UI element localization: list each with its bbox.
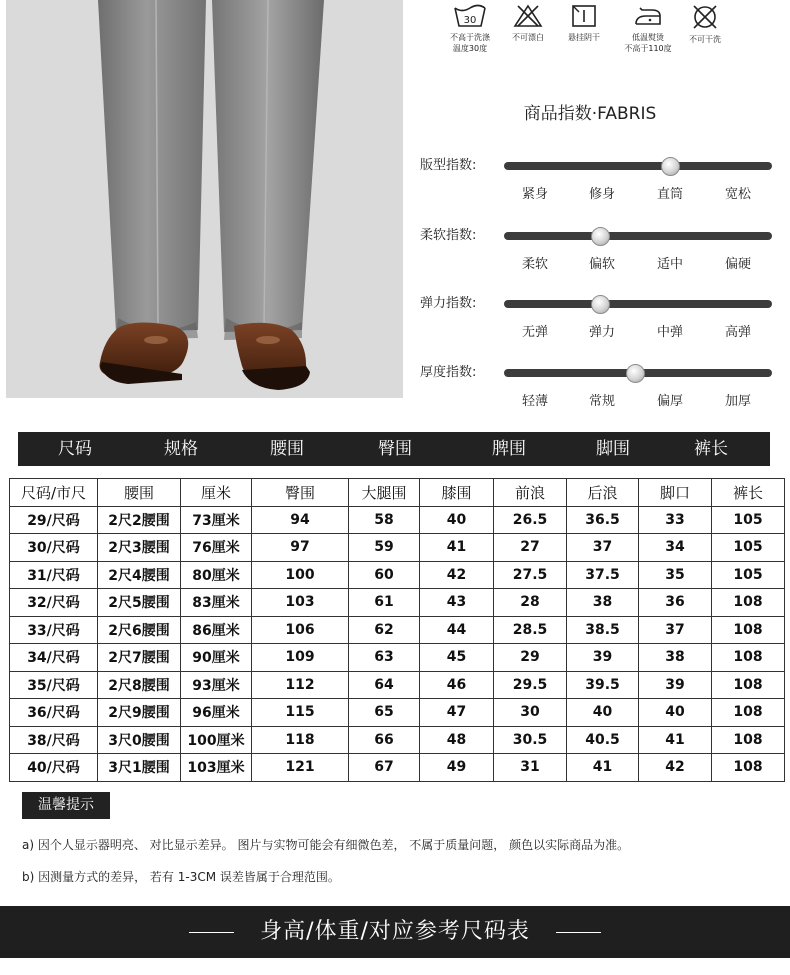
table-cell: 26.5	[494, 506, 567, 534]
care-label-dryclean: 不可干洗	[689, 35, 721, 44]
index-knob	[591, 295, 610, 314]
table-cell: 47	[420, 699, 494, 727]
index-row-fit	[418, 157, 778, 217]
table-cell: 108	[712, 589, 785, 617]
table-row	[10, 561, 785, 589]
table-cell: 96厘米	[181, 699, 252, 727]
table-header-cell: 尺码/市尺	[10, 479, 98, 507]
table-cell: 80厘米	[181, 561, 252, 589]
table-cell: 34	[639, 534, 712, 562]
table-cell: 31/尺码	[10, 561, 98, 589]
care-label-wash: 不高于洗涤 温度30度	[450, 33, 490, 53]
table-cell: 100厘米	[181, 726, 252, 754]
table-cell: 108	[712, 726, 785, 754]
table-cell: 42	[420, 561, 494, 589]
size-header-cell: 臀围	[378, 439, 412, 459]
table-cell: 36	[639, 589, 712, 617]
table-cell: 34/尺码	[10, 644, 98, 672]
index-option: 轻薄	[521, 394, 548, 409]
table-cell: 64	[349, 671, 420, 699]
tip-line: a) 因个人显示器明亮、 对比显示差异。 图片与实物可能会有细微色差， 不属于质量问题， 颜色以实际商品为准。	[22, 838, 630, 852]
table-cell: 112	[252, 671, 349, 699]
no-dry-clean-icon	[691, 4, 719, 30]
index-option: 偏软	[588, 257, 615, 272]
tip-line: b) 因测量方式的差异， 若有 1-3CM 误差皆属于合理范围。	[22, 870, 340, 884]
table-cell: 94	[252, 506, 349, 534]
index-knob	[626, 364, 645, 383]
banner-title: 身高/体重/对应参考尺码表	[260, 919, 530, 944]
table-header-cell: 脚口	[639, 479, 712, 507]
care-item-bleach	[498, 4, 558, 43]
index-title: 商品指数·FABRIS	[523, 104, 657, 124]
table-cell: 39	[639, 671, 712, 699]
table-cell: 40/尺码	[10, 754, 98, 782]
table-cell: 62	[349, 616, 420, 644]
table-cell: 42	[639, 754, 712, 782]
index-track	[504, 162, 772, 170]
index-option: 适中	[656, 257, 683, 272]
table-cell: 108	[712, 671, 785, 699]
table-cell: 108	[712, 644, 785, 672]
table-cell: 27.5	[494, 561, 567, 589]
index-option: 常规	[588, 394, 615, 409]
index-option: 紧身	[521, 187, 548, 202]
table-row	[10, 589, 785, 617]
table-cell: 45	[420, 644, 494, 672]
table-cell: 66	[349, 726, 420, 754]
size-header-cell: 腰围	[270, 439, 304, 459]
table-row	[10, 644, 785, 672]
index-option: 直筒	[656, 187, 683, 202]
table-cell: 33	[639, 506, 712, 534]
table-cell: 2尺6腰围	[98, 616, 181, 644]
table-cell: 61	[349, 589, 420, 617]
product-photo	[6, 0, 403, 398]
index-option: 无弹	[521, 325, 548, 340]
table-cell: 86厘米	[181, 616, 252, 644]
table-cell: 108	[712, 699, 785, 727]
table-row	[10, 726, 785, 754]
table-row	[10, 616, 785, 644]
size-header-cell: 尺码	[58, 439, 92, 459]
care-item-iron	[615, 4, 681, 54]
table-cell: 32/尺码	[10, 589, 98, 617]
table-cell: 36/尺码	[10, 699, 98, 727]
table-cell: 27	[494, 534, 567, 562]
table-cell: 105	[712, 561, 785, 589]
table-cell: 39	[567, 644, 639, 672]
index-label: 版型指数:	[420, 158, 477, 173]
table-cell: 90厘米	[181, 644, 252, 672]
care-instructions	[440, 4, 740, 64]
index-track	[504, 300, 772, 308]
table-cell: 35/尺码	[10, 671, 98, 699]
index-option: 加厚	[724, 394, 751, 409]
table-cell: 41	[639, 726, 712, 754]
table-cell: 108	[712, 616, 785, 644]
table-cell: 2尺2腰围	[98, 506, 181, 534]
table-header-cell: 裤长	[712, 479, 785, 507]
table-cell: 29/尺码	[10, 506, 98, 534]
index-track	[504, 369, 772, 377]
table-cell: 2尺7腰围	[98, 644, 181, 672]
index-option: 高弹	[724, 325, 751, 340]
no-bleach-icon	[513, 4, 543, 28]
table-cell: 2尺8腰围	[98, 671, 181, 699]
table-body	[10, 506, 785, 781]
table-cell: 44	[420, 616, 494, 644]
table-cell: 49	[420, 754, 494, 782]
index-knob	[661, 157, 680, 176]
table-cell: 33/尺码	[10, 616, 98, 644]
table-cell: 109	[252, 644, 349, 672]
iron-low-icon	[632, 4, 664, 28]
table-cell: 76厘米	[181, 534, 252, 562]
table-cell: 39.5	[567, 671, 639, 699]
table-cell: 3尺0腰围	[98, 726, 181, 754]
table-cell: 103	[252, 589, 349, 617]
size-header-cell: 脾围	[492, 439, 526, 459]
table-header-cell: 后浪	[567, 479, 639, 507]
table-cell: 60	[349, 561, 420, 589]
table-cell: 28.5	[494, 616, 567, 644]
table-cell: 93厘米	[181, 671, 252, 699]
size-header-bar	[18, 432, 770, 466]
table-cell: 46	[420, 671, 494, 699]
table-cell: 2尺5腰围	[98, 589, 181, 617]
table-cell: 2尺9腰围	[98, 699, 181, 727]
care-item-dryclean	[675, 4, 735, 45]
table-header-cell: 大腿围	[349, 479, 420, 507]
index-label: 弹力指数:	[420, 296, 477, 311]
table-cell: 35	[639, 561, 712, 589]
table-cell: 36.5	[567, 506, 639, 534]
table-cell: 37	[567, 534, 639, 562]
index-option: 中弹	[656, 325, 683, 340]
table-cell: 48	[420, 726, 494, 754]
table-cell: 40.5	[567, 726, 639, 754]
table-cell: 105	[712, 534, 785, 562]
table-cell: 58	[349, 506, 420, 534]
index-track	[504, 232, 772, 240]
table-cell: 40	[567, 699, 639, 727]
index-option: 宽松	[724, 187, 751, 202]
table-cell: 106	[252, 616, 349, 644]
table-cell: 3尺1腰围	[98, 754, 181, 782]
table-cell: 103厘米	[181, 754, 252, 782]
wash-temp-text: 30	[463, 15, 477, 26]
size-header-cell: 规格	[164, 439, 198, 459]
size-header-cell: 脚围	[596, 439, 630, 459]
index-option: 柔软	[521, 257, 548, 272]
table-cell: 59	[349, 534, 420, 562]
index-option: 修身	[588, 187, 615, 202]
table-cell: 38.5	[567, 616, 639, 644]
table-cell: 2尺4腰围	[98, 561, 181, 589]
table-cell: 73厘米	[181, 506, 252, 534]
table-cell: 30.5	[494, 726, 567, 754]
table-cell: 41	[420, 534, 494, 562]
table-cell: 29.5	[494, 671, 567, 699]
table-cell: 2尺3腰围	[98, 534, 181, 562]
table-cell: 38	[639, 644, 712, 672]
index-label: 柔软指数:	[420, 228, 477, 243]
table-cell: 31	[494, 754, 567, 782]
care-label-hang: 悬挂阴干	[568, 33, 600, 42]
table-row	[10, 699, 785, 727]
hang-dry-icon	[571, 4, 597, 28]
table-cell: 38	[567, 589, 639, 617]
table-cell: 115	[252, 699, 349, 727]
table-row	[10, 534, 785, 562]
table-cell: 40	[420, 506, 494, 534]
table-header-cell: 臀围	[252, 479, 349, 507]
table-cell: 28	[494, 589, 567, 617]
index-option: 偏硬	[724, 257, 751, 272]
table-cell: 67	[349, 754, 420, 782]
size-reference-banner	[0, 906, 790, 958]
table-cell: 97	[252, 534, 349, 562]
table-cell: 41	[567, 754, 639, 782]
care-label-bleach: 不可漂白	[512, 33, 544, 42]
table-cell: 108	[712, 754, 785, 782]
table-cell: 118	[252, 726, 349, 754]
index-knob	[591, 227, 610, 246]
table-header-cell: 腰围	[98, 479, 181, 507]
index-row-thickness	[418, 364, 778, 424]
table-row	[10, 671, 785, 699]
table-cell: 100	[252, 561, 349, 589]
table-header-cell: 前浪	[494, 479, 567, 507]
tips-title: 温馨提示	[22, 792, 110, 819]
table-header-cell: 膝围	[420, 479, 494, 507]
size-header-cell: 裤长	[694, 439, 728, 459]
table-row	[10, 506, 785, 534]
care-item-hang	[554, 4, 614, 43]
table-cell: 38/尺码	[10, 726, 98, 754]
table-cell: 43	[420, 589, 494, 617]
table-header-cell: 厘米	[181, 479, 252, 507]
wash-30-icon	[453, 4, 487, 28]
table-cell: 37.5	[567, 561, 639, 589]
index-label: 厚度指数:	[420, 365, 477, 380]
size-table	[9, 478, 785, 782]
index-row-elasticity	[418, 295, 778, 355]
table-row	[10, 754, 785, 782]
table-cell: 65	[349, 699, 420, 727]
table-cell: 37	[639, 616, 712, 644]
table-header-row	[10, 479, 785, 507]
table-cell: 30	[494, 699, 567, 727]
table-cell: 83厘米	[181, 589, 252, 617]
table-cell: 121	[252, 754, 349, 782]
index-option: 弹力	[588, 325, 615, 340]
index-option: 偏厚	[656, 394, 683, 409]
table-cell: 105	[712, 506, 785, 534]
table-cell: 63	[349, 644, 420, 672]
table-cell: 29	[494, 644, 567, 672]
care-label-iron: 低温熨烫 不高于110度	[624, 33, 672, 53]
table-cell: 40	[639, 699, 712, 727]
care-item-wash	[440, 4, 500, 54]
table-cell: 30/尺码	[10, 534, 98, 562]
index-row-softness	[418, 227, 778, 287]
